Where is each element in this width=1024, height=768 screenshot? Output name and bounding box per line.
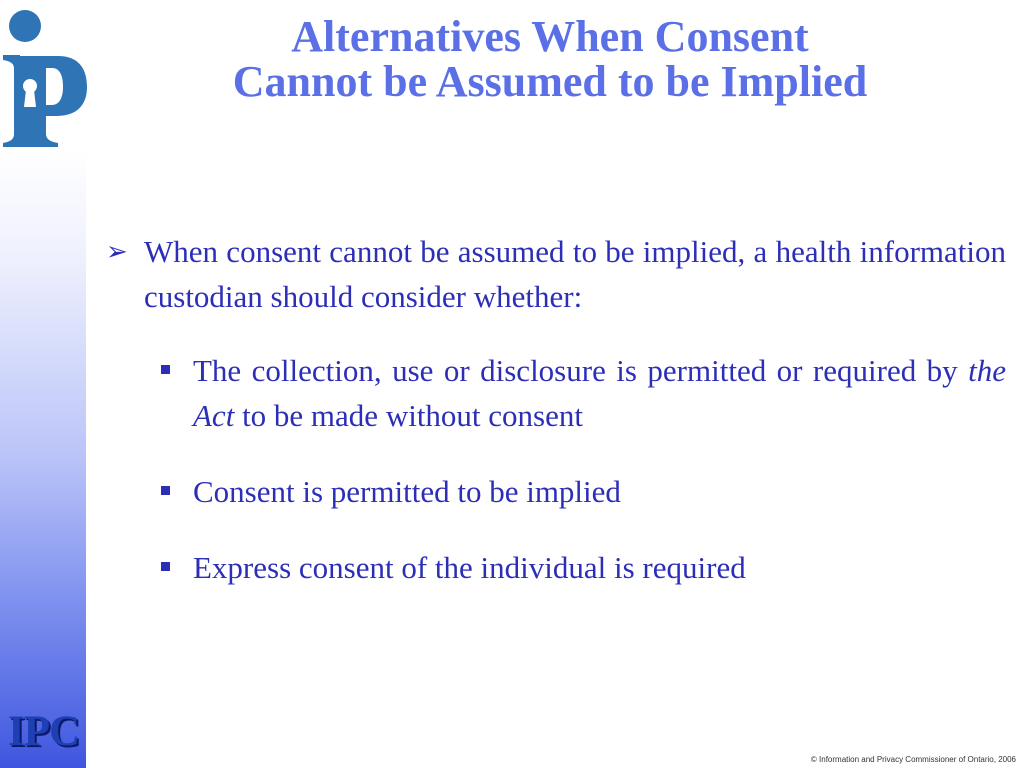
arrow-bullet-icon: ➢ <box>106 237 128 266</box>
sub-bullet-1 <box>104 348 1006 438</box>
slide-title-line-2: Cannot be Assumed to be Implied <box>232 57 868 106</box>
sub-bullet-3 <box>104 545 1006 590</box>
sub-bullet-1-text-before: The collection, use or disclosure is permitted or required by <box>193 353 969 388</box>
sub-bullet-3-text: Express consent of the individual is required <box>193 550 746 585</box>
slide-title <box>100 14 1000 104</box>
square-bullet-icon <box>161 365 170 374</box>
slide-title-line-1: Alternatives When Consent <box>291 12 809 61</box>
square-bullet-icon <box>161 562 170 571</box>
sub-bullet-2 <box>104 469 1006 514</box>
ipc-logo: IPC <box>8 708 80 755</box>
square-bullet-icon <box>161 486 170 495</box>
sub-bullet-1-text-after: to be made without consent <box>234 398 583 433</box>
ip-keyhole-logo <box>0 6 88 148</box>
sub-bullet-2-text: Consent is permitted to be implied <box>193 474 621 509</box>
main-bullet-text: When consent cannot be assumed to be implied, a health information custodian should consider whether: <box>144 234 1006 314</box>
sub-bullet-1-italic: the Act <box>193 353 1006 433</box>
main-bullet <box>104 229 1006 319</box>
copyright-footer: © Information and Privacy Commissioner of Ontario, 2006 <box>810 755 1016 764</box>
slide-body <box>104 229 1006 590</box>
